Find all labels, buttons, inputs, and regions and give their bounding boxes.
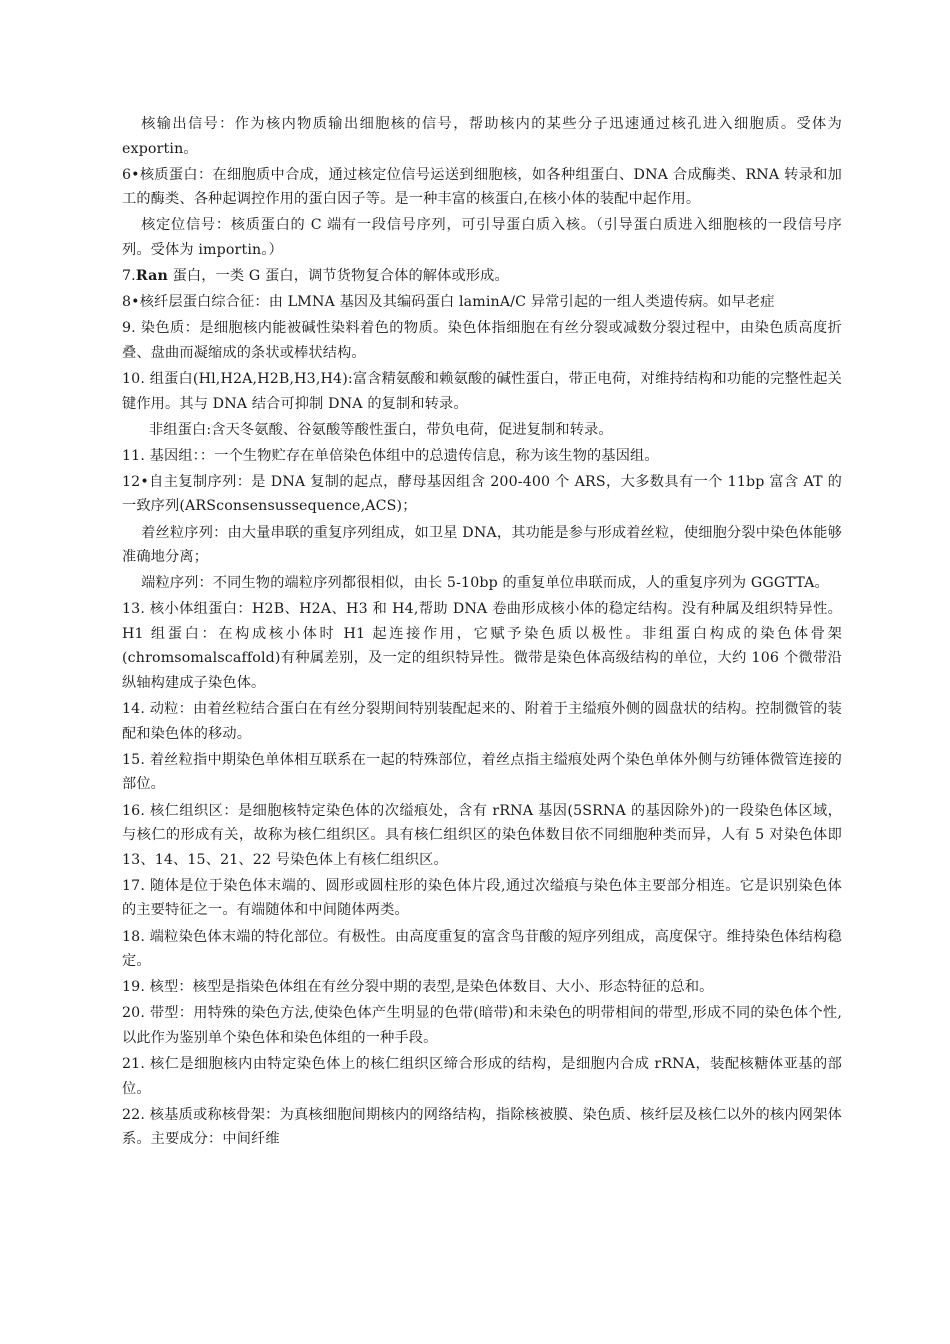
paragraph-9-chromatin: 9. 染色质：是细胞核内能被碱性染料着色的物质。染色体指细胞在有丝分裂或减数分裂过程中，由染色质高度折叠、盘曲而凝缩成的条状或棒状结构。 (122, 320, 842, 361)
paragraph-8-laminopathy: 8•核纤层蛋白综合征：由 LMNA 基因及其编码蛋白 laminA/C 异常引起的一组人类遗传病。如早老症 (122, 294, 775, 311)
paragraph-centromere-sequence: 着丝粒序列：由大量串联的重复序列组成，如卫星 DNA，其功能是参与形成着丝粒，使细胞分裂中染色体能够准确地分离； (122, 524, 842, 566)
paragraph-6-nucleoplasmin: 6•核质蛋白：在细胞质中合成，通过核定位信号运送到细胞核，如各种组蛋白、DNA 合成酶类、RNA 转录和加工的酶类、各种起调控作用的蛋白因子等。是一种丰富的核蛋白,在核小体的装配中起作用。 (122, 166, 842, 208)
document-body (122, 112, 842, 1153)
paragraph-14-kinetochore: 14. 动粒：由着丝粒结合蛋白在有丝分裂期间特别装配起来的、附着于主缢痕外侧的圆盘状的结构。控制微管的装配和染色体的移动。 (122, 701, 842, 742)
paragraph-22-nuclear-matrix: 22. 核基质或称核骨架：为真核细胞间期核内的网络结构，指除核被膜、染色质、核纤层及核仁以外的核内网架体系。主要成分：中间纤维 (122, 1106, 842, 1148)
ran-term: Ran (135, 268, 168, 285)
paragraph-17-satellite: 17. 随体是位于染色体末端的、圆形或圆柱形的染色体片段,通过次缢痕与染色体主要部分相连。它是识别染色体的主要特征之一。有端随体和中间随体两类。 (122, 877, 842, 919)
paragraph-nuclear-localization-signal: 核定位信号：核质蛋白的 C 端有一段信号序列，可引导蛋白质入核。（引导蛋白质进入细胞核的一段信号序列。受体为 importin。） (122, 217, 842, 258)
paragraph-15-centromere: 15. 着丝粒指中期染色单体相互联系在一起的特殊部位，着丝点指主缢痕处两个染色单体外侧与纺锤体微管连接的部位。 (122, 751, 842, 793)
paragraph-non-histone: 非组蛋白:含天冬氨酸、谷氨酸等酸性蛋白，带负电荷，促进复制和转录。 (148, 421, 613, 438)
paragraph-telomere-sequence: 端粒序列：不同生物的端粒序列都很相似，由长 5-10bp 的重复单位串联而成，人的重复序列为 GGGTTA。 (141, 575, 829, 592)
paragraph-13-nucleosome-histone: 13. 核小体组蛋白：H2B、H2A、H3 和 H4,帮助 DNA 卷曲形成核小体的稳定结构。没有种属及组织特异性。H1 组蛋白：在构成核小体时 H1 起连接作用，它赋予染色质以极性。非组蛋白构成的染色体骨架(chromsomalscaffold)有种属差别，及一定的组织特异性。微带是染色体高级结构的单位，大约 106 个微带沿纵轴构建成子染色体。 (122, 601, 842, 692)
paragraph-7-ran-protein (122, 264, 842, 289)
paragraph-18-telomere: 18. 端粒染色体末端的特化部位。有极性。由高度重复的富含鸟苷酸的短序列组成，高度保守。维持染色体结构稳定。 (122, 928, 842, 970)
paragraph-21-nucleolus: 21. 核仁是细胞核内由特定染色体上的核仁组织区缔合形成的结构，是细胞内合成 rRNA，装配核糖体亚基的部位。 (122, 1055, 842, 1097)
paragraph-20-banding: 20. 带型：用特殊的染色方法,使染色体产生明显的色带(暗带)和未染色的明带相间的带型,形成不同的染色体个性,以此作为鉴别单个染色体和染色体组的一种手段。 (122, 1005, 842, 1046)
paragraph-11-genome: 11. 基因组：：一个生物贮存在单倍染色体组中的总遗传信息，称为该生物的基因组。 (122, 447, 659, 464)
paragraph-16-nor: 16. 核仁组织区：是细胞核特定染色体的次缢痕处，含有 rRNA 基因(5SRNA 的基因除外)的一段染色体区域，与核仁的形成有关，故称为核仁组织区。具有核仁组织区的染色体数目依不同细胞种类而异，人有 5 对染色体即 13、14、15、21、22 号染色体上有核仁组织区。 (122, 802, 842, 868)
paragraph-19-karyotype: 19. 核型：核型是指染色体组在有丝分裂中期的表型,是染色体数目、大小、形态特征的总和。 (122, 979, 714, 996)
ran-description: 蛋白，一类 G 蛋白，调节货物复合体的解体或形成。 (167, 268, 509, 285)
paragraph-nuclear-export-signal: 核输出信号：作为核内物质输出细胞核的信号，帮助核内的某些分子迅速通过核孔进入细胞质。受体为 exportin。 (122, 116, 842, 157)
paragraph-10-histone: 10. 组蛋白(Hl,H2A,H2B,H3,H4):富含精氨酸和赖氨酸的碱性蛋白，带正电荷，对维持结构和功能的完整性起关键作用。其与 DNA 结合可抑制 DNA 的复制和转录。 (122, 370, 842, 412)
ran-number: 7. (122, 268, 136, 285)
paragraph-12-ars: 12•自主复制序列：是 DNA 复制的起点，酵母基因组含 200-400 个 ARS，大多数具有一个 11bp 富含 AT 的一致序列(ARSconsensussequence,ACS)； (122, 473, 842, 515)
